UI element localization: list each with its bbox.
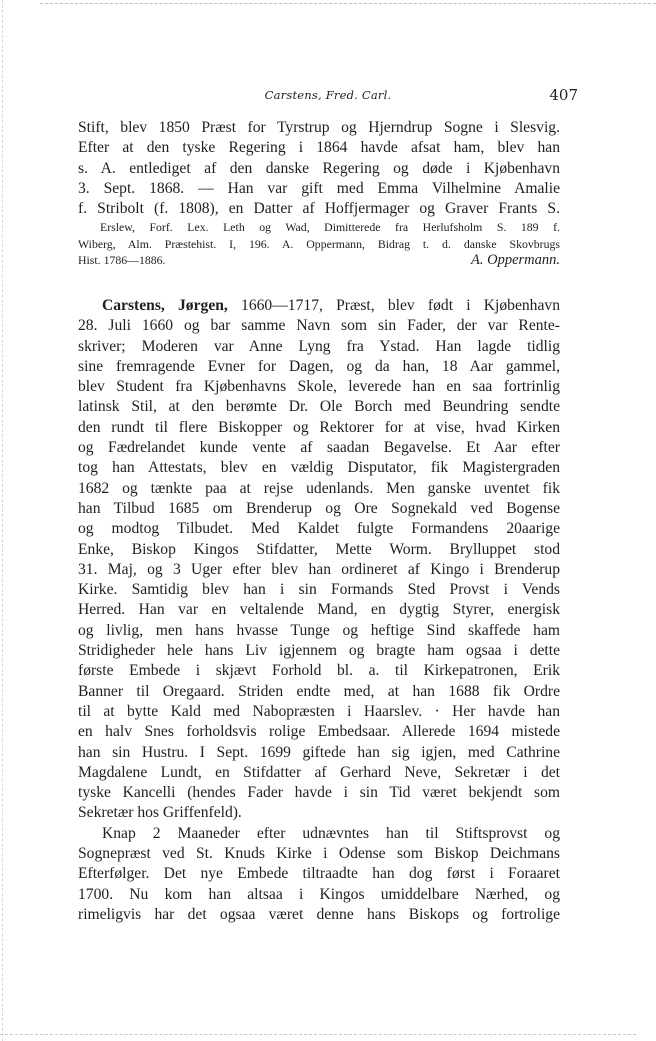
text-line: Stridigheder hele hans Liv igjennem og bragte ham ogsaa i dette (78, 642, 560, 660)
text-line: og modtog Tilbudet. Med Kaldet fulgte Formandens 20aarige (78, 520, 560, 538)
text-line: latinsk Stil, at den berømte Dr. Ole Borch med Beundring sendte (78, 398, 560, 416)
text-line: Magdalene Lundt, en Stifdatter af Gerhard Neve, Sekretær i det (78, 763, 560, 781)
text-line: til at bytte Kald med Nabopræsten i Haarslev. · Her havde han (78, 702, 560, 720)
text-line: Kirke. Samtidig blev han i sin Formands Sted Provst i Vends (78, 581, 560, 599)
text-line: Stift, blev 1850 Præst for Tyrstrup og Hjerndrup Sogne i Slesvig. (78, 119, 560, 136)
article-heading-line (78, 296, 560, 316)
text-line: Sekretær hos Griffenfeld). (78, 804, 242, 822)
text-line: s. A. entlediget af den danske Regering og døde i Kjøbenhavn (78, 159, 560, 177)
reference-signature-row (78, 252, 560, 268)
reference-line: Erslew, Forf. Lex. Leth og Wad, Dimitterede fra Herlufsholm S. 189 f. (100, 220, 560, 235)
text-line: Efterfølger. Det nye Embede tiltraadte han dog først i Foraaret (78, 865, 560, 883)
text-line: han sin Hustru. I Sept. 1699 giftede han sig igjen, med Cathrine (78, 743, 560, 761)
text-line: 3. Sept. 1868. — Han var gift med Emma Vilhelmine Amalie (78, 179, 560, 197)
text-line: tog han Attestats, blev en vældig Disputator, fik Magistergraden (78, 459, 560, 477)
text-line: 1682 og tænkte paa at rejse udenlands. Men ganske uventet fik (78, 479, 560, 497)
text-line: Efter at den tyske Regering i 1864 havde afsat ham, blev han (78, 139, 560, 157)
article-heading-name: Carstens, Jørgen, (102, 297, 228, 314)
text-line: blev Student fra Kjøbenhavns Skole, leverede han en saa fortrinlig (78, 378, 560, 396)
scan-edge-left (2, 0, 3, 1041)
text-line: skriver; Moderen var Anne Lyng fra Ystad. Han lagde tidlig (78, 337, 560, 355)
text-line: rimeligvis har det ogsaa været denne hans Biskops og fortrolige (78, 905, 560, 923)
text-line: 31. Maj, og 3 Uger efter blev han ordineret af Kingo i Brenderup (78, 560, 560, 578)
text-line: og livlig, men hans hvasse Tunge og heftige Sind skaffede ham (78, 621, 560, 639)
text-line: og Fædrelandet kunde vente af saadan Begavelse. Et Aar efter (78, 439, 560, 457)
text-line: Banner til Oregaard. Striden endte med, at han 1688 fik Ordre (78, 682, 560, 700)
running-title: Carstens, Fred. Carl. (264, 88, 392, 102)
text-line: en halv Snes forholdsvis rolige Embedsaar. Allerede 1694 mistede (78, 723, 560, 741)
article-jorgen-carstens (78, 296, 560, 925)
scan-edge-bottom (0, 1034, 636, 1035)
text-line: Sognepræst ved St. Knuds Kirke i Odense som Biskop Deichmans (78, 845, 560, 863)
text-line: den rundt til flere Biskopper og Rektorer for at vise, hvad Kirken (78, 418, 560, 436)
scan-edge-top (40, 3, 656, 4)
text-line: første Embede i skjævt Forhold bl. a. til Kirkepatronen, Erik (78, 662, 560, 680)
text-line: f. Stribolt (f. 1808), en Datter af Hoffjermager og Graver Frants S. (78, 200, 560, 218)
text-line: tyske Kancelli (hendes Fader havde i sin Tid været bekjendt som (78, 784, 560, 802)
author-signature: A. Oppermann. (470, 251, 560, 268)
reference-line: Wiberg, Alm. Præstehist. I, 196. A. Oppermann, Bidrag t. d. danske Skovbrugs (78, 236, 560, 251)
article-fred-carl-end (78, 118, 560, 268)
reference-line: Hist. 1786—1886. (78, 252, 166, 267)
text-line: sine fremragende Evner for Dagen, og da han, 18 Aar gammel, (78, 357, 560, 375)
article-heading-rest: 1660—1717, Præst, blev født i Kjøbenhavn (227, 297, 560, 314)
text-line: Knap 2 Maaneder efter udnævntes han til Stiftsprovst og (102, 824, 560, 842)
text-line: Enke, Biskop Kingos Stifdatter, Mette Worm. Brylluppet stod (78, 540, 560, 558)
text-line: Herred. Han var en veltalende Mand, en dygtig Styrer, energisk (78, 601, 560, 619)
page-header (78, 86, 578, 110)
text-line: 28. Juli 1660 og bar samme Navn som sin Fader, der var Rente- (78, 317, 560, 335)
page-number: 407 (549, 86, 578, 104)
text-line: han Tilbud 1685 om Brenderup og Ore Sognekald ved Bogense (78, 499, 560, 517)
text-line: 1700. Nu kom han altsaa i Kingos umiddelbare Nærhed, og (78, 885, 560, 903)
